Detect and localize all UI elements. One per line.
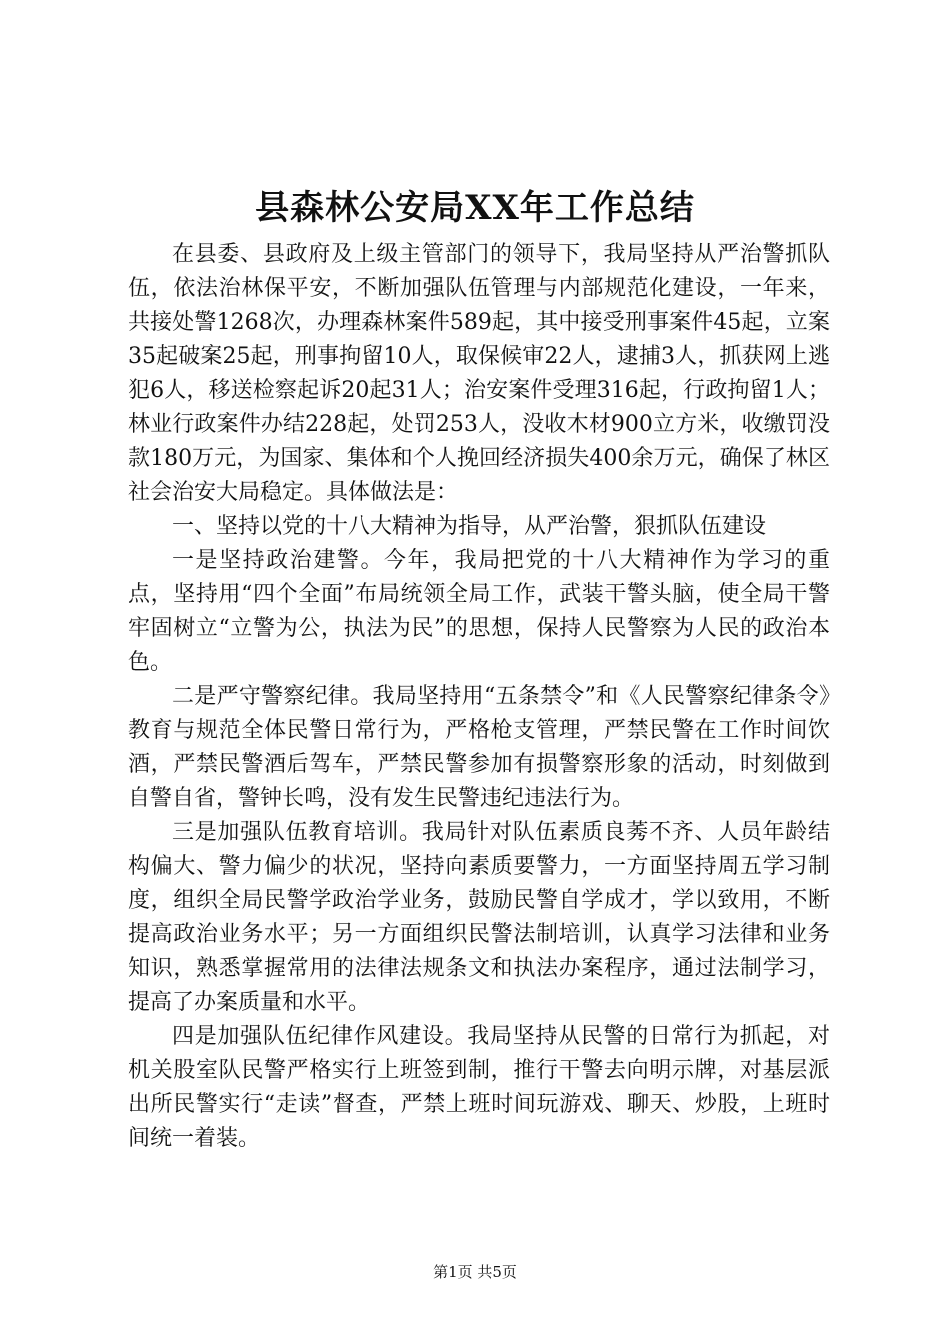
paragraph-discipline: 二是严守警察纪律。我局坚持用“五条禁令”和《人民警察纪律条令》教育与规范全体民警日常行为，严格枪支管理，严禁民警在工作时间饮酒，严禁民警酒后驾车，严禁民警参加有损警察形象的活动，时刻做到自警自省，警钟长鸣，没有发生民警违纪违法行为。 <box>128 684 830 811</box>
paragraph-intro: 在县委、县政府及上级主管部门的领导下，我局坚持从严治警抓队伍，依法治林保平安，不断加强队伍管理与内部规范化建设，一年来，共接处警1268次，办理森林案件589起，其中接受刑事案件45起，立案35起破案25起，刑事拘留10人，取保候审22人，逮捕3人，抓获网上逃犯6人，移送检察起诉20起31人；治安案件受理316起，行政拘留1人；林业行政案件办结228起，处罚253人，没收木材900立方米，收缴罚没款180万元，为国家、集体和个人挽回经济损失400余万元，确保了林区社会治安大局稳定。具体做法是： <box>128 242 830 505</box>
page-footer: 第1页 共5页 <box>433 1263 517 1281</box>
document-body <box>128 238 830 1156</box>
paragraph-conduct: 四是加强队伍纪律作风建设。我局坚持从民警的日常行为抓起，对机关股室队民警严格实行上班签到制，推行干警去向明示牌，对基层派出所民警实行“走读”督查，严禁上班时间玩游戏、聊天、炒股，上班时间统一着装。 <box>128 1024 830 1151</box>
paragraph-political: 一是坚持政治建警。今年，我局把党的十八大精神作为学习的重点，坚持用“四个全面”布局统领全局工作，武装干警头脑，使全局干警牢固树立“立警为公，执法为民”的思想，保持人民警察为人民的政治本色。 <box>128 548 830 675</box>
document-title: 县森林公安局XX年工作总结 <box>255 188 695 228</box>
section-heading-1: 一、坚持以党的十八大精神为指导，从严治警，狠抓队伍建设 <box>172 514 767 539</box>
paragraph-training: 三是加强队伍教育培训。我局针对队伍素质良莠不齐、人员年龄结构偏大、警力偏少的状况，坚持向素质要警力，一方面坚持周五学习制度，组织全局民警学政治学业务，鼓励民警自学成才，学以致用，不断提高政治业务水平；另一方面组织民警法制培训，认真学习法律和业务知识，熟悉掌握常用的法律法规条文和执法办案程序，通过法制学习，提高了办案质量和水平。 <box>128 820 830 1015</box>
